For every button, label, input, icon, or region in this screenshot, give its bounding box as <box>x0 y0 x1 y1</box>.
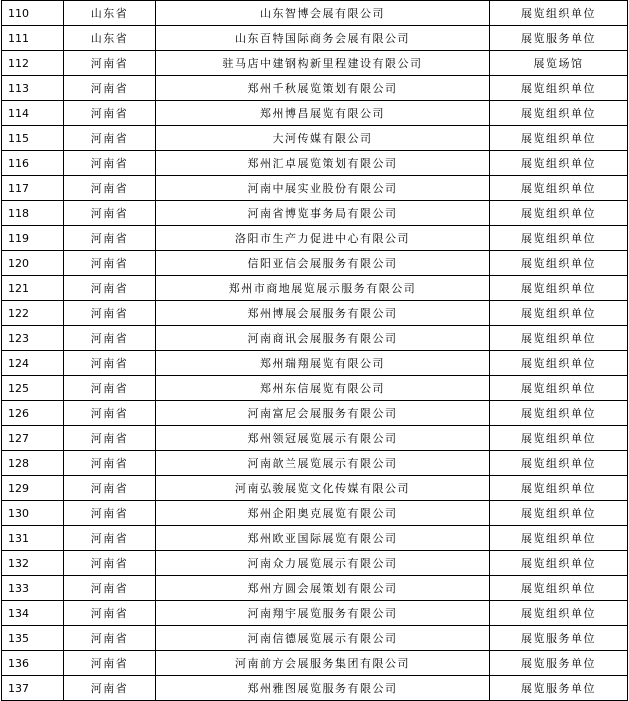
unit-type-cell: 展览组织单位 <box>490 401 628 426</box>
row-number: 136 <box>2 651 64 676</box>
row-number: 126 <box>2 401 64 426</box>
unit-type-cell: 展览服务单位 <box>490 26 628 51</box>
table-row <box>2 626 628 651</box>
row-number: 127 <box>2 426 64 451</box>
company-name-cell: 河南前方会展服务集团有限公司 <box>156 651 490 676</box>
company-name-cell: 郑州东信展览有限公司 <box>156 376 490 401</box>
table-row <box>2 426 628 451</box>
unit-type-cell: 展览服务单位 <box>490 626 628 651</box>
unit-type-cell: 展览组织单位 <box>490 176 628 201</box>
table-row <box>2 351 628 376</box>
company-name-cell: 信阳亚信会展服务有限公司 <box>156 251 490 276</box>
table-row <box>2 401 628 426</box>
unit-type-cell: 展览组织单位 <box>490 576 628 601</box>
province-cell: 河南省 <box>64 326 156 351</box>
unit-type-cell: 展览组织单位 <box>490 76 628 101</box>
row-number: 113 <box>2 76 64 101</box>
province-cell: 河南省 <box>64 176 156 201</box>
unit-type-cell: 展览组织单位 <box>490 501 628 526</box>
table-row <box>2 326 628 351</box>
company-name-cell: 郑州方圆会展策划有限公司 <box>156 576 490 601</box>
province-cell: 河南省 <box>64 101 156 126</box>
unit-type-cell: 展览组织单位 <box>490 426 628 451</box>
unit-type-cell: 展览服务单位 <box>490 676 628 701</box>
province-cell: 山东省 <box>64 26 156 51</box>
table-row <box>2 251 628 276</box>
company-name-cell: 山东智博会展有限公司 <box>156 1 490 26</box>
company-name-cell: 河南翔宇展览服务有限公司 <box>156 601 490 626</box>
table-row <box>2 301 628 326</box>
company-name-cell: 河南歆兰展览展示有限公司 <box>156 451 490 476</box>
row-number: 117 <box>2 176 64 201</box>
province-cell: 河南省 <box>64 226 156 251</box>
table-row <box>2 576 628 601</box>
company-name-cell: 郑州千秋展览策划有限公司 <box>156 76 490 101</box>
company-name-cell: 郑州企阳奥克展览有限公司 <box>156 501 490 526</box>
table-row <box>2 51 628 76</box>
province-cell: 河南省 <box>64 651 156 676</box>
unit-type-cell: 展览组织单位 <box>490 126 628 151</box>
unit-type-cell: 展览组织单位 <box>490 376 628 401</box>
unit-type-cell: 展览组织单位 <box>490 251 628 276</box>
province-cell: 河南省 <box>64 376 156 401</box>
province-cell: 河南省 <box>64 476 156 501</box>
company-name-cell: 河南众力展览展示有限公司 <box>156 551 490 576</box>
province-cell: 河南省 <box>64 51 156 76</box>
row-number: 114 <box>2 101 64 126</box>
province-cell: 河南省 <box>64 601 156 626</box>
company-name-cell: 郑州市商地展览展示服务有限公司 <box>156 276 490 301</box>
province-cell: 河南省 <box>64 526 156 551</box>
unit-type-cell: 展览组织单位 <box>490 551 628 576</box>
row-number: 120 <box>2 251 64 276</box>
table-row <box>2 501 628 526</box>
company-name-cell: 驻马店中建钢构新里程建设有限公司 <box>156 51 490 76</box>
row-number: 112 <box>2 51 64 76</box>
row-number: 110 <box>2 1 64 26</box>
row-number: 125 <box>2 376 64 401</box>
table-row <box>2 451 628 476</box>
table-row <box>2 601 628 626</box>
row-number: 132 <box>2 551 64 576</box>
table-row <box>2 551 628 576</box>
province-cell: 河南省 <box>64 301 156 326</box>
row-number: 130 <box>2 501 64 526</box>
unit-type-cell: 展览组织单位 <box>490 326 628 351</box>
row-number: 116 <box>2 151 64 176</box>
row-number: 115 <box>2 126 64 151</box>
unit-type-cell: 展览组织单位 <box>490 276 628 301</box>
table-row <box>2 26 628 51</box>
unit-type-cell: 展览组织单位 <box>490 351 628 376</box>
table-row <box>2 226 628 251</box>
table-row <box>2 126 628 151</box>
unit-type-cell: 展览组织单位 <box>490 526 628 551</box>
row-number: 135 <box>2 626 64 651</box>
row-number: 111 <box>2 26 64 51</box>
company-name-cell: 河南商讯会展服务有限公司 <box>156 326 490 351</box>
province-cell: 山东省 <box>64 1 156 26</box>
province-cell: 河南省 <box>64 351 156 376</box>
unit-type-cell: 展览组织单位 <box>490 301 628 326</box>
province-cell: 河南省 <box>64 126 156 151</box>
row-number: 133 <box>2 576 64 601</box>
company-name-cell: 河南省博览事务局有限公司 <box>156 201 490 226</box>
table-row <box>2 76 628 101</box>
table-body <box>2 1 628 701</box>
row-number: 134 <box>2 601 64 626</box>
company-name-cell: 洛阳市生产力促进中心有限公司 <box>156 226 490 251</box>
company-name-cell: 郑州瑞翔展览有限公司 <box>156 351 490 376</box>
table-row <box>2 476 628 501</box>
province-cell: 河南省 <box>64 151 156 176</box>
table-row <box>2 376 628 401</box>
row-number: 121 <box>2 276 64 301</box>
province-cell: 河南省 <box>64 501 156 526</box>
company-name-cell: 河南富尼会展服务有限公司 <box>156 401 490 426</box>
company-name-cell: 大河传媒有限公司 <box>156 126 490 151</box>
unit-type-cell: 展览服务单位 <box>490 651 628 676</box>
table-row <box>2 526 628 551</box>
company-name-cell: 郑州欧亚国际展览有限公司 <box>156 526 490 551</box>
row-number: 131 <box>2 526 64 551</box>
unit-type-cell: 展览组织单位 <box>490 476 628 501</box>
province-cell: 河南省 <box>64 676 156 701</box>
province-cell: 河南省 <box>64 251 156 276</box>
row-number: 124 <box>2 351 64 376</box>
company-name-cell: 山东百特国际商务会展有限公司 <box>156 26 490 51</box>
province-cell: 河南省 <box>64 626 156 651</box>
row-number: 123 <box>2 326 64 351</box>
company-name-cell: 郑州汇卓展览策划有限公司 <box>156 151 490 176</box>
company-name-cell: 郑州博昌展览有限公司 <box>156 101 490 126</box>
unit-type-cell: 展览组织单位 <box>490 601 628 626</box>
unit-type-cell: 展览组织单位 <box>490 451 628 476</box>
company-name-cell: 河南信德展览展示有限公司 <box>156 626 490 651</box>
exhibition-units-table <box>1 0 628 701</box>
table-row <box>2 101 628 126</box>
row-number: 119 <box>2 226 64 251</box>
unit-type-cell: 展览组织单位 <box>490 151 628 176</box>
province-cell: 河南省 <box>64 551 156 576</box>
company-name-cell: 郑州博展会展服务有限公司 <box>156 301 490 326</box>
province-cell: 河南省 <box>64 451 156 476</box>
table-row <box>2 176 628 201</box>
province-cell: 河南省 <box>64 401 156 426</box>
table-row <box>2 201 628 226</box>
company-name-cell: 郑州雅图展览服务有限公司 <box>156 676 490 701</box>
row-number: 137 <box>2 676 64 701</box>
row-number: 122 <box>2 301 64 326</box>
table-row <box>2 676 628 701</box>
table-row <box>2 1 628 26</box>
table-row <box>2 651 628 676</box>
company-name-cell: 河南中展实业股份有限公司 <box>156 176 490 201</box>
province-cell: 河南省 <box>64 576 156 601</box>
unit-type-cell: 展览组织单位 <box>490 1 628 26</box>
unit-type-cell: 展览组织单位 <box>490 201 628 226</box>
province-cell: 河南省 <box>64 201 156 226</box>
company-name-cell: 郑州领冠展览展示有限公司 <box>156 426 490 451</box>
row-number: 118 <box>2 201 64 226</box>
company-name-cell: 河南弘骏展览文化传媒有限公司 <box>156 476 490 501</box>
unit-type-cell: 展览组织单位 <box>490 226 628 251</box>
province-cell: 河南省 <box>64 426 156 451</box>
unit-type-cell: 展览组织单位 <box>490 101 628 126</box>
table-row <box>2 151 628 176</box>
province-cell: 河南省 <box>64 76 156 101</box>
table-row <box>2 276 628 301</box>
row-number: 128 <box>2 451 64 476</box>
province-cell: 河南省 <box>64 276 156 301</box>
unit-type-cell: 展览场馆 <box>490 51 628 76</box>
row-number: 129 <box>2 476 64 501</box>
